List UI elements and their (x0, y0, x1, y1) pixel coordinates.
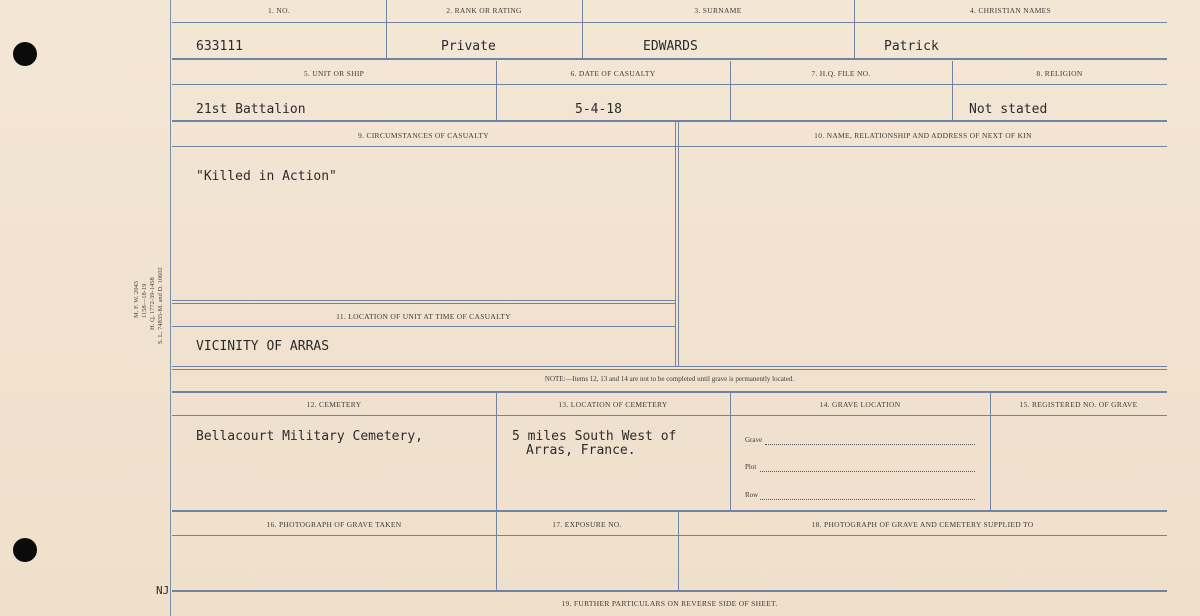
rule (172, 84, 1167, 85)
label-surname: 3. SURNAME (694, 6, 742, 15)
label-grave-location: 14. GRAVE LOCATION (819, 400, 901, 409)
punch-hole-top (13, 42, 37, 66)
label-hq-file: 7. H.Q. FILE NO. (811, 69, 871, 78)
label-grave: Grave (745, 436, 763, 444)
rule (678, 122, 679, 366)
left-margin-line (170, 0, 171, 616)
label-location-of-unit: 11. LOCATION OF UNIT AT TIME OF CASUALTY (336, 312, 511, 321)
value-location-of-cemetery-line-1: 5 miles South West of (512, 429, 677, 444)
rule (172, 369, 1167, 370)
label-registered-no: 15. REGISTERED NO. OF GRAVE (1019, 400, 1138, 409)
label-row: Row (745, 491, 759, 499)
row-dotted-line (760, 499, 975, 500)
value-date: 5-4-18 (575, 102, 622, 117)
value-christian-names: Patrick (884, 39, 939, 54)
rule (172, 58, 1167, 60)
note-text: NOTE:—Items 12, 13 and 14 are not to be completed until grave is permanently located. (544, 375, 795, 383)
plot-dotted-line (760, 471, 975, 472)
form-code-line-4: S. L. 74835-M. and D. 10602 (157, 267, 164, 344)
rule (172, 415, 1167, 416)
value-circumstances: "Killed in Action" (196, 169, 337, 184)
rule (675, 122, 676, 366)
rule (172, 535, 1167, 536)
punch-hole-bottom (13, 538, 37, 562)
rule (172, 22, 1167, 23)
label-exposure-no: 17. EXPOSURE NO. (552, 520, 622, 529)
form-code-line-3: H. Q. 1772-39-1458 (149, 277, 156, 330)
rule (172, 300, 676, 301)
form-code-line-1: M. F. W. 2043 (133, 280, 140, 318)
value-location-of-cemetery-line-2: Arras, France. (526, 443, 636, 458)
label-religion: 8. RELIGION (1036, 69, 1083, 78)
rule (172, 303, 676, 304)
rule (172, 366, 1167, 367)
label-cemetery: 12. CEMETERY (306, 400, 362, 409)
label-further-particulars: 19. FURTHER PARTICULARS ON REVERSE SIDE OF SHEET. (561, 599, 778, 608)
rule (730, 393, 731, 510)
rule (172, 510, 1167, 512)
rule (172, 391, 1167, 393)
label-photo-supplied: 18. PHOTOGRAPH OF GRAVE AND CEMETERY SUPPLIED TO (811, 520, 1034, 529)
label-no: 1. NO. (267, 6, 290, 15)
label-photo-taken: 16. PHOTOGRAPH OF GRAVE TAKEN (266, 520, 402, 529)
value-religion: Not stated (969, 102, 1048, 117)
value-surname: EDWARDS (643, 39, 698, 54)
form-code-line-2: 1158—18-19 (141, 283, 148, 318)
value-rank: Private (441, 39, 496, 54)
rule (990, 393, 991, 510)
label-date: 6. DATE OF CASUALTY (570, 69, 656, 78)
value-unit: 21st Battalion (196, 102, 306, 117)
rule (172, 590, 1167, 592)
value-no: 633111 (196, 39, 243, 54)
rule (172, 326, 676, 327)
rule (172, 146, 1167, 147)
value-location-of-unit: VICINITY OF ARRAS (196, 339, 330, 354)
grave-dotted-line (765, 444, 975, 445)
corner-mark: NJ (156, 584, 170, 597)
label-rank: 2. RANK OR RATING (446, 6, 522, 15)
label-christian-names: 4. CHRISTIAN NAMES (969, 6, 1052, 15)
value-cemetery: Bellacourt Military Cemetery, (196, 429, 423, 444)
rule (172, 120, 1167, 122)
label-location-of-cemetery: 13. LOCATION OF CEMETERY (558, 400, 668, 409)
label-unit: 5. UNIT OR SHIP (303, 69, 365, 78)
label-next-of-kin: 10. NAME, RELATIONSHIP AND ADDRESS OF NEXT OF KIN (814, 131, 1032, 140)
label-plot: Plot (745, 463, 757, 471)
label-circumstances: 9. CIRCUMSTANCES OF CASUALTY (358, 131, 489, 140)
rule (496, 393, 497, 510)
